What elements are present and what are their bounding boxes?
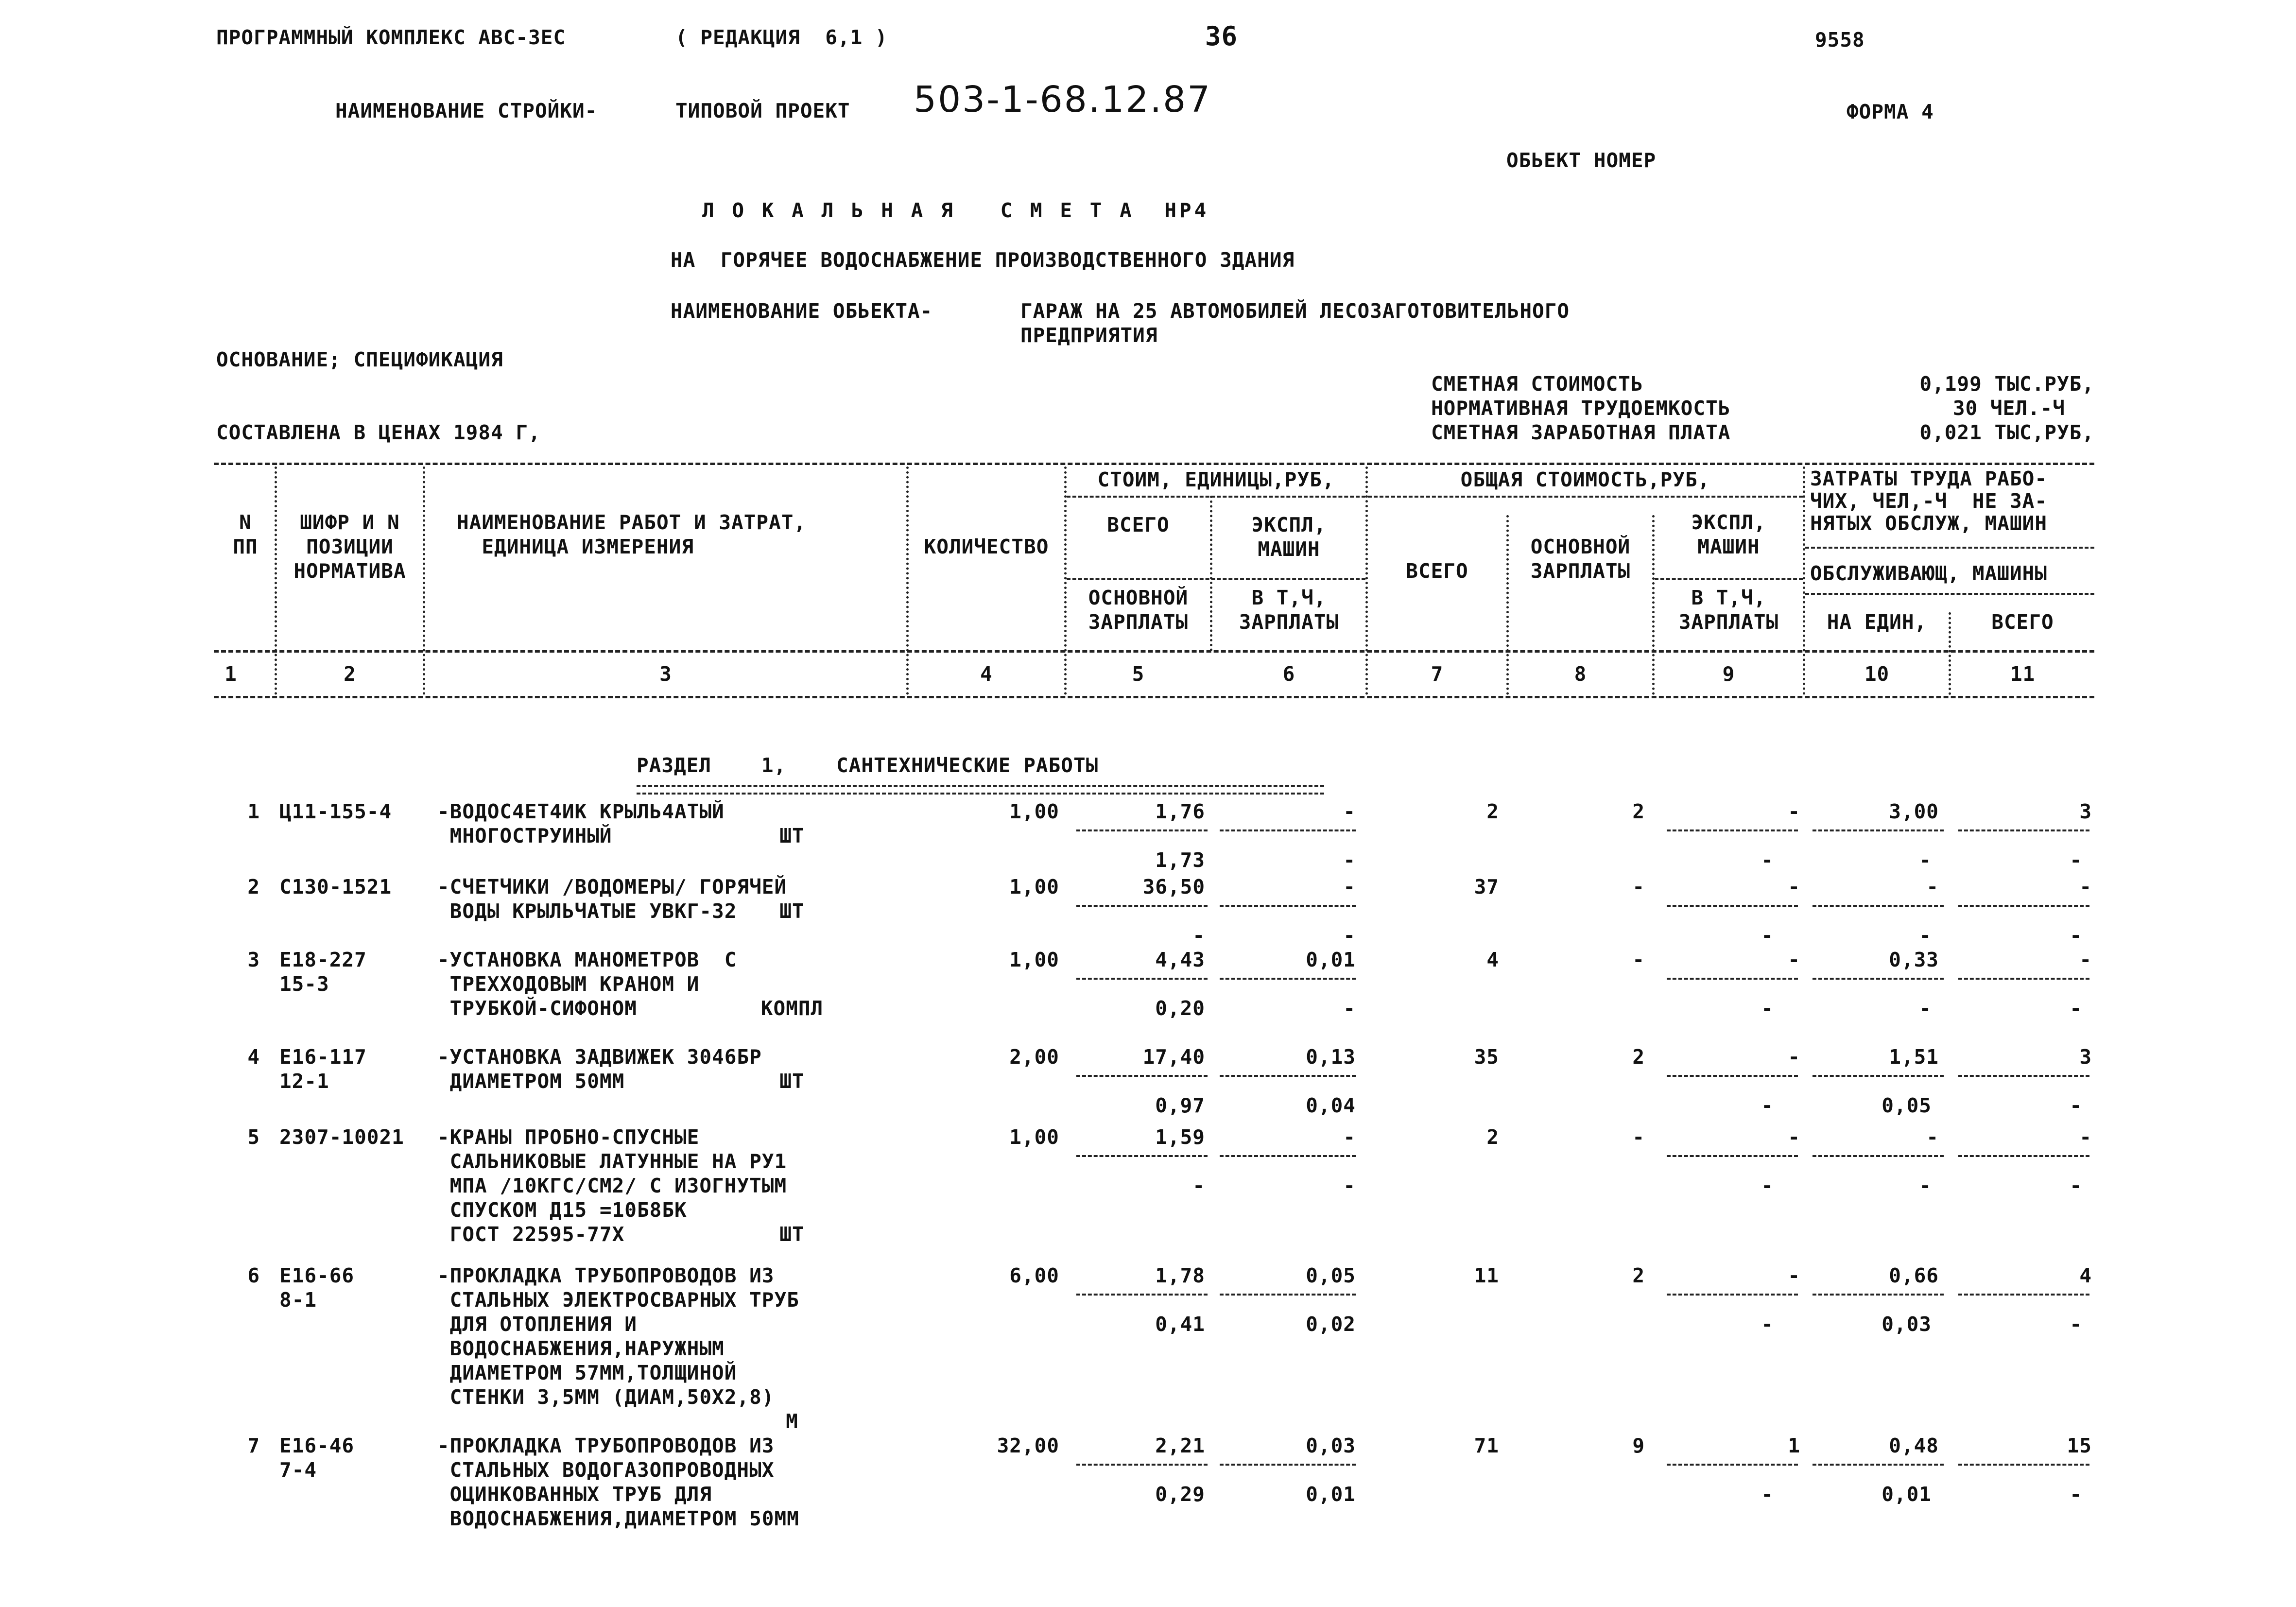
unit-cost-machines: 0,13	[1306, 1045, 1356, 1069]
total-wage: 9	[1632, 1434, 1645, 1457]
value-divider	[1076, 1464, 1208, 1466]
summary-labor-value: 30 ЧЕЛ.-Ч	[1952, 397, 2065, 420]
total-machine-wage: -	[1761, 848, 1774, 872]
col-header-total-mach: ЭКСПЛ, МАШИН	[1691, 511, 1766, 558]
row-code: Е16-46 7-4	[279, 1434, 355, 1482]
col-header-total-mach-wage: В Т,Ч, ЗАРПЛАТЫ	[1678, 586, 1779, 634]
value-divider	[1667, 978, 1798, 980]
labor-total: -	[2079, 875, 2092, 899]
total-machines: -	[1788, 948, 1800, 971]
labor-maint-total: -	[2070, 1483, 2082, 1506]
col-header-unit-mach: ЭКСПЛ, МАШИН	[1251, 513, 1327, 561]
labor-per-unit: 0,48	[1889, 1434, 1939, 1457]
unit-cost-total: 1,78	[1155, 1264, 1205, 1287]
total-cost: 4	[1486, 948, 1499, 971]
value-divider	[1220, 1075, 1356, 1077]
row-number: 6	[247, 1264, 260, 1287]
total-machines: -	[1788, 800, 1800, 823]
value-divider	[1220, 905, 1356, 907]
value-divider	[1076, 1155, 1208, 1157]
col-number: 3	[659, 662, 672, 686]
total-machine-wage: -	[1761, 1174, 1774, 1197]
row-unit: ШТ	[779, 899, 805, 923]
program-name: ПРОГРАММНЫЙ КОМПЛЕКС АВС-3ЕС	[216, 26, 566, 49]
col-number: 5	[1132, 662, 1145, 686]
labor-maint-total: -	[2070, 924, 2082, 947]
value-divider	[1958, 1464, 2089, 1466]
col-number: 2	[344, 662, 356, 686]
unit-cost-machines: 0,05	[1306, 1264, 1356, 1287]
value-divider	[1958, 1155, 2089, 1157]
page-number: 36	[1205, 21, 1238, 52]
col-header-unit-wage: ОСНОВНОЙ ЗАРПЛАТЫ	[1088, 586, 1189, 634]
object-number: ОБЬЕКТ НОМЕР	[1506, 149, 1657, 172]
col-header-labor: ЗАТРАТЫ ТРУДА РАБО- ЧИХ, ЧЕЛ,-Ч НЕ ЗА- НЯТЫХ ОБСЛУЖ, МАШИН	[1810, 467, 2047, 535]
section-title: РАЗДЕЛ 1, САНТЕХНИЧЕСКИЕ РАБОТЫ	[637, 754, 1099, 777]
value-divider	[1220, 829, 1356, 831]
col-number: 7	[1431, 662, 1444, 686]
row-unit: ШТ	[779, 1070, 805, 1093]
value-divider	[1076, 978, 1208, 980]
row-number: 3	[247, 948, 260, 971]
col-header-qty: КОЛИЧЕСТВО	[924, 535, 1049, 558]
labor-maint-per-unit: 0,03	[1882, 1313, 1932, 1336]
labor-total: 3	[2079, 800, 2092, 823]
col-header-labor-maint: ОБСЛУЖИВАЮЩ, МАШИНЫ	[1810, 562, 2047, 585]
total-wage: 2	[1632, 1045, 1645, 1069]
total-machine-wage: -	[1761, 997, 1774, 1020]
row-name: -УСТАНОВКА ЗАДВИЖЕК 3046БР ДИАМЕТРОМ 50ММ	[437, 1045, 762, 1093]
unit-cost-total: 36,50	[1142, 875, 1205, 899]
value-divider	[1958, 1294, 2089, 1296]
row-name: -ВОДОС4ЕТ4ИК КРЫЛЬ4АТЫЙ МНОГОСТРУИНЫЙ	[437, 800, 725, 847]
col-number: 4	[980, 662, 993, 686]
labor-per-unit: 1,51	[1889, 1045, 1939, 1069]
unit-cost-machine-wage: 0,01	[1306, 1483, 1356, 1506]
section-underline	[637, 785, 1324, 795]
labor-per-unit: -	[1926, 875, 1939, 899]
unit-cost-total: 2,21	[1155, 1434, 1205, 1457]
basis: ОСНОВАНИЕ; СПЕЦИФИКАЦИЯ	[216, 348, 503, 371]
summary-wage-value: 0,021 ТЫС,РУБ,	[1919, 421, 2094, 444]
total-cost: 35	[1474, 1045, 1499, 1069]
labor-total: 4	[2079, 1264, 2092, 1287]
col-header-n: N ПП	[233, 511, 258, 558]
unit-cost-machine-wage: -	[1343, 848, 1356, 872]
row-number: 4	[247, 1045, 260, 1069]
unit-cost-wage: 0,41	[1155, 1313, 1205, 1336]
value-divider	[1813, 978, 1944, 980]
row-unit: ШТ	[779, 824, 805, 847]
estimate-subject: НА ГОРЯЧЕЕ ВОДОСНАБЖЕНИЕ ПРОИЗВОДСТВЕННОГО ЗДАНИЯ	[671, 248, 1295, 272]
value-divider	[1076, 1294, 1208, 1296]
labor-maint-per-unit: -	[1919, 848, 1932, 872]
unit-cost-wage: 0,20	[1155, 997, 1205, 1020]
labor-total: -	[2079, 1125, 2092, 1149]
edition: ( РЕДАКЦИЯ 6,1 )	[675, 26, 888, 49]
row-unit: М	[786, 1410, 798, 1433]
total-machines: -	[1788, 1125, 1800, 1149]
total-wage: 2	[1632, 800, 1645, 823]
row-code: Е18-227 15-3	[279, 948, 367, 996]
unit-cost-machines: -	[1343, 800, 1356, 823]
unit-cost-machines: 0,01	[1306, 948, 1356, 971]
total-wage: -	[1632, 1125, 1645, 1149]
row-unit: КОМПЛ	[760, 997, 824, 1020]
row-code: С130-1521	[279, 875, 392, 899]
value-divider	[1667, 829, 1798, 831]
unit-cost-total: 1,59	[1155, 1125, 1205, 1149]
col-header-unit-total: ВСЕГО	[1107, 513, 1170, 536]
row-quantity: 1,00	[1009, 800, 1059, 823]
labor-maint-total: -	[2070, 1174, 2082, 1197]
object-name-line1: ГАРАЖ НА 25 АВТОМОБИЛЕЙ ЛЕСОЗАГОТОВИТЕЛЬНОГО	[1020, 299, 1570, 323]
value-divider	[1813, 829, 1944, 831]
col-number: 11	[2010, 662, 2036, 686]
unit-cost-wage: 0,29	[1155, 1483, 1205, 1506]
total-machines: -	[1788, 875, 1800, 899]
col-header-total-cost: ОБЩАЯ СТОИМОСТЬ,РУБ,	[1460, 468, 1710, 491]
total-cost: 71	[1474, 1434, 1499, 1457]
value-divider	[1220, 978, 1356, 980]
col-number: 8	[1574, 662, 1587, 686]
row-code: 2307-10021	[279, 1125, 404, 1149]
col-header-labor-total: ВСЕГО	[1991, 610, 2054, 634]
row-quantity: 1,00	[1009, 1125, 1059, 1149]
total-machines: -	[1788, 1045, 1800, 1069]
value-divider	[1958, 1075, 2089, 1077]
labor-total: 15	[2067, 1434, 2092, 1457]
col-header-total-wage: ОСНОВНОЙ ЗАРПЛАТЫ	[1530, 535, 1631, 583]
row-number: 2	[247, 875, 260, 899]
value-divider	[1667, 1464, 1798, 1466]
row-code: Е16-117 12-1	[279, 1045, 367, 1093]
labor-maint-total: -	[2070, 997, 2082, 1020]
total-machine-wage: -	[1761, 1483, 1774, 1506]
labor-maint-per-unit: 0,01	[1882, 1483, 1932, 1506]
row-quantity: 32,00	[997, 1434, 1059, 1457]
total-cost: 37	[1474, 875, 1499, 899]
construction-label: НАИМЕНОВАНИЕ СТРОЙКИ-	[335, 99, 598, 122]
row-name: -КРАНЫ ПРОБНО-СПУСНЫЕ САЛЬНИКОВЫЕ ЛАТУННЫЕ НА РУ1 МПА /10КГС/СМ2/ С ИЗОГНУТЫМ СПУСКОМ Д15 =10Б8БК ГОСТ 22595-77Х	[437, 1125, 787, 1246]
labor-maint-per-unit: -	[1919, 924, 1932, 947]
labor-maint-per-unit: 0,05	[1882, 1094, 1932, 1117]
labor-per-unit: 0,66	[1889, 1264, 1939, 1287]
value-divider	[1667, 1075, 1798, 1077]
form-label: ФОРМА 4	[1847, 100, 1934, 123]
row-quantity: 1,00	[1009, 948, 1059, 971]
total-cost: 11	[1474, 1264, 1499, 1287]
labor-maint-total: -	[2070, 1094, 2082, 1117]
prices-year: СОСТАВЛЕНА В ЦЕНАХ 1984 Г,	[216, 421, 541, 444]
col-header-name: НАИМЕНОВАНИЕ РАБОТ И ЗАТРАТ, ЕДИНИЦА ИЗМЕРЕНИЯ	[457, 511, 807, 558]
labor-per-unit: 3,00	[1889, 800, 1939, 823]
unit-cost-machine-wage: 0,04	[1306, 1094, 1356, 1117]
value-divider	[1667, 1294, 1798, 1296]
col-number: 6	[1282, 662, 1295, 686]
labor-total: 3	[2079, 1045, 2092, 1069]
estimate-title: Л О К А Л Ь Н А Я С М Е Т А НР4	[702, 199, 1209, 222]
value-divider	[1813, 1075, 1944, 1077]
col-header-code: ШИФР И N ПОЗИЦИИ НОРМАТИВА	[293, 511, 406, 583]
value-divider	[1813, 1155, 1944, 1157]
total-wage: 2	[1632, 1264, 1645, 1287]
value-divider	[1076, 905, 1208, 907]
construction-value: ТИПОВОЙ ПРОЕКТ	[675, 99, 850, 122]
total-wage: -	[1632, 875, 1645, 899]
row-name: -СЧЕТЧИКИ /ВОДОМЕРЫ/ ГОРЯЧЕЙ ВОДЫ КРЫЛЬЧАТЫЕ УВКГ-32	[437, 875, 787, 923]
row-quantity: 2,00	[1009, 1045, 1059, 1069]
row-number: 5	[247, 1125, 260, 1149]
row-code: Е16-66 8-1	[279, 1264, 355, 1312]
row-name: -УСТАНОВКА МАНОМЕТРОВ С ТРЕХХОДОВЫМ КРАНОМ И ТРУБКОЙ-СИФОНОМ	[437, 948, 737, 1020]
row-number: 7	[247, 1434, 260, 1457]
value-divider	[1220, 1155, 1356, 1157]
project-code: 503-1-68.12.87	[914, 79, 1212, 121]
total-cost: 2	[1486, 800, 1499, 823]
col-header-unit-mach-wage: В Т,Ч, ЗАРПЛАТЫ	[1239, 586, 1339, 634]
labor-total: -	[2079, 948, 2092, 971]
value-divider	[1813, 1294, 1944, 1296]
unit-cost-machine-wage: -	[1343, 1174, 1356, 1197]
col-number: 10	[1864, 662, 1890, 686]
value-divider	[1813, 905, 1944, 907]
row-unit: ШТ	[779, 1223, 805, 1246]
col-header-labor-unit: НА ЕДИН,	[1827, 610, 1927, 634]
unit-cost-total: 1,76	[1155, 800, 1205, 823]
row-quantity: 6,00	[1009, 1264, 1059, 1287]
unit-cost-machines: 0,03	[1306, 1434, 1356, 1457]
labor-maint-total: -	[2070, 1313, 2082, 1336]
summary-cost-label: СМЕТНАЯ СТОИМОСТЬ	[1431, 372, 1643, 396]
unit-cost-wage: 1,73	[1155, 848, 1205, 872]
unit-cost-machine-wage: 0,02	[1306, 1313, 1356, 1336]
col-number: 9	[1722, 662, 1735, 686]
unit-cost-total: 4,43	[1155, 948, 1205, 971]
labor-maint-per-unit: -	[1919, 997, 1932, 1020]
unit-cost-wage: -	[1192, 1174, 1205, 1197]
labor-maint-per-unit: -	[1919, 1174, 1932, 1197]
doc-number: 9558	[1815, 28, 1865, 52]
value-divider	[1958, 829, 2089, 831]
value-divider	[1076, 829, 1208, 831]
row-name: -ПРОКЛАДКА ТРУБОПРОВОДОВ ИЗ СТАЛЬНЫХ ВОДОГАЗОПРОВОДНЫХ ОЦИНКОВАННЫХ ТРУБ ДЛЯ ВОДОСНАБЖЕНИЯ,ДИАМЕТРОМ 50ММ	[437, 1434, 799, 1530]
object-name-line2: ПРЕДПРИЯТИЯ	[1020, 324, 1158, 347]
col-number: 1	[224, 662, 237, 686]
value-divider	[1958, 978, 2089, 980]
row-number: 1	[247, 800, 260, 823]
unit-cost-machines: -	[1343, 875, 1356, 899]
value-divider	[1220, 1464, 1356, 1466]
unit-cost-wage: -	[1192, 924, 1205, 947]
unit-cost-machines: -	[1343, 1125, 1356, 1149]
labor-per-unit: 0,33	[1889, 948, 1939, 971]
summary-wage-label: СМЕТНАЯ ЗАРАБОТНАЯ ПЛАТА	[1431, 421, 1731, 444]
unit-cost-machine-wage: -	[1343, 924, 1356, 947]
value-divider	[1667, 905, 1798, 907]
total-wage: -	[1632, 948, 1645, 971]
total-cost: 2	[1486, 1125, 1499, 1149]
row-name: -ПРОКЛАДКА ТРУБОПРОВОДОВ ИЗ СТАЛЬНЫХ ЭЛЕКТРОСВАРНЫХ ТРУБ ДЛЯ ОТОПЛЕНИЯ И ВОДОСНАБЖЕНИЯ,НАРУЖНЫМ ДИАМЕТРОМ 57ММ,ТОЛЩИНОЙ СТЕНКИ 3,5ММ (ДИАМ,50Х2,8)	[437, 1264, 799, 1409]
summary-labor-label: НОРМАТИВНАЯ ТРУДОЕМКОСТЬ	[1431, 397, 1731, 420]
total-machine-wage: -	[1761, 1094, 1774, 1117]
col-header-unit-cost: СТОИМ, ЕДИНИЦЫ,РУБ,	[1097, 468, 1335, 491]
total-machines: 1	[1788, 1434, 1800, 1457]
value-divider	[1813, 1464, 1944, 1466]
col-header-total-all: ВСЕГО	[1406, 559, 1468, 583]
row-code: Ц11-155-4	[279, 800, 392, 823]
summary-cost-value: 0,199 ТЫС.РУБ,	[1919, 372, 2094, 396]
total-machine-wage: -	[1761, 1313, 1774, 1336]
total-machines: -	[1788, 1264, 1800, 1287]
value-divider	[1076, 1075, 1208, 1077]
object-label: НАИМЕНОВАНИЕ ОБЬЕКТА-	[671, 299, 933, 323]
value-divider	[1220, 1294, 1356, 1296]
row-quantity: 1,00	[1009, 875, 1059, 899]
total-machine-wage: -	[1761, 924, 1774, 947]
value-divider	[1667, 1155, 1798, 1157]
unit-cost-wage: 0,97	[1155, 1094, 1205, 1117]
unit-cost-machine-wage: -	[1343, 997, 1356, 1020]
labor-maint-total: -	[2070, 848, 2082, 872]
labor-per-unit: -	[1926, 1125, 1939, 1149]
unit-cost-total: 17,40	[1142, 1045, 1205, 1069]
value-divider	[1958, 905, 2089, 907]
